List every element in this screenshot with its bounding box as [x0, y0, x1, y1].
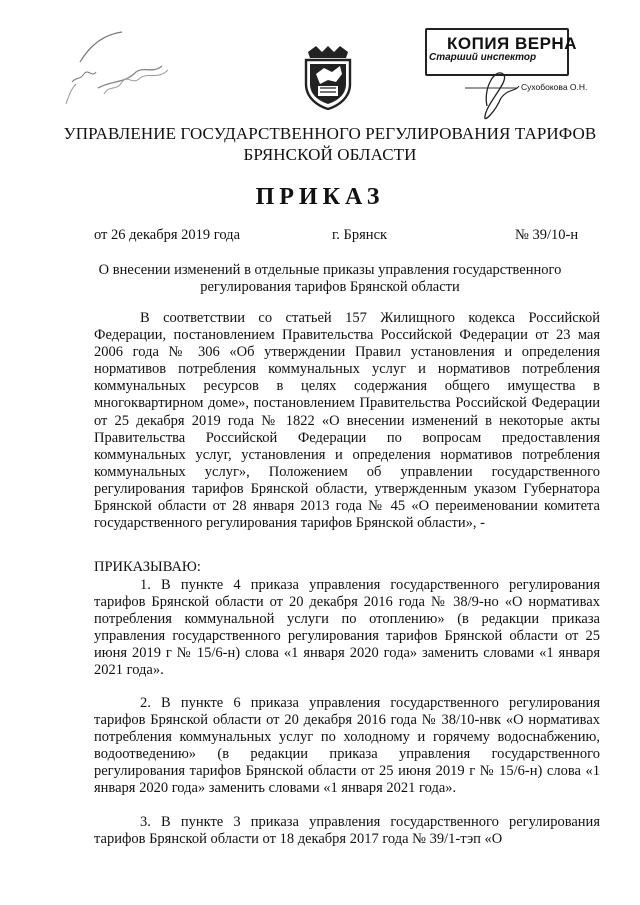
- copy-verified-stamp: [425, 28, 617, 98]
- item-2-paragraph: [94, 695, 600, 798]
- handwritten-signature: [425, 28, 617, 128]
- item-1-paragraph: [94, 577, 600, 680]
- document-type-title: ПРИКАЗ: [255, 184, 385, 210]
- organization-line-2: БРЯНСКОЙ ОБЛАСТИ: [243, 145, 417, 164]
- organization-name: [60, 123, 600, 165]
- handwritten-scribble: [62, 22, 182, 112]
- order-subject: О внесении изменений в отдельные приказы управления государственного регулирования тарифов Брянской области: [98, 262, 562, 295]
- order-city: г. Брянск: [332, 227, 388, 243]
- order-number: № 39/10-н: [515, 227, 579, 243]
- stamp-role: Старший инспектор: [429, 52, 537, 63]
- order-word-paragraph: [94, 559, 600, 576]
- preamble-text: В соответствии со статьей 157 Жилищного кодекса Российской Федерации, постановлением Правительства Российской Федерации от 23 мая 2006 года № 306 «Об утверждении Правил установления и определения нормативов потребления коммунальных услуг и нормативов потребления коммунальных ресурсов в целях содержания общего имущества в многоквартирном доме», постановлением Правительства Российской Федерации от 25 декабря 2019 года № 1822 «О внесении изменений в некоторые акты Правительства Российской Федерации по вопросам предоставления коммунальных услуг, установления и определения нормативов потребления коммунальных услуг», Положением об управлении государственного регулирования тарифов Брянской области, утвержденным указом Губернатора Брянской области от 28 января 2013 года № 45 «О переименовании комитета государственного регулирования тарифов Брянской области», -: [94, 310, 600, 532]
- preamble-paragraph: [94, 310, 600, 532]
- organization-line-1: УПРАВЛЕНИЕ ГОСУДАРСТВЕННОГО РЕГУЛИРОВАНИЯ ТАРИФОВ: [63, 124, 597, 143]
- item-2-text: 2. В пункте 6 приказа управления государственного регулирования тарифов Брянской области от 20 декабря 2016 года № 38/10-нвк «О нормативах потребления коммунальных услуг по холодному и горячему водоснабжению, водоотведению» (в редакции приказа управления государственного регулирования тарифов Брянской области от 25 июня 2019 г № 15/6-н) слова «1 января 2020 года» заменить словами «1 января 2021 года».: [94, 695, 600, 797]
- item-1-text: 1. В пункте 4 приказа управления государственного регулирования тарифов Брянской области от 20 декабря 2016 года № 38/9-но «О нормативах потребления коммунальной услуги по отоплению» (в редакции приказа управления государственного регулирования тарифов Брянской области от 25 июня 2019 г № 15/6-н) слова «1 января 2020 года» заменить словами «1 января 2021 года».: [94, 577, 600, 679]
- stamp-title: КОПИЯ ВЕРНА: [447, 34, 577, 53]
- coat-of-arms-emblem: [302, 44, 354, 110]
- item-3-text: 3. В пункте 3 приказа управления государственного регулирования тарифов Брянской области от 18 декабря 2017 года № 39/1-тэп «О: [94, 814, 600, 848]
- item-3-paragraph: [94, 814, 600, 848]
- order-word: ПРИКАЗЫВАЮ:: [94, 559, 201, 575]
- stamp-name: Сухобокова О.Н.: [521, 82, 588, 92]
- order-date: от 26 декабря 2019 года: [94, 227, 240, 243]
